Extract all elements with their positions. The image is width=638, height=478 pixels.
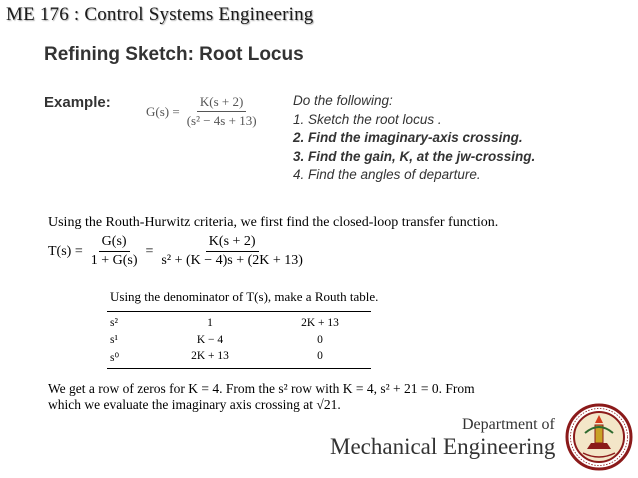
routh-row-label: s² [110,317,118,329]
tf-equals: = [145,243,154,259]
instruction-item: 1. Sketch the root locus . [293,111,442,127]
example-label: Example: [44,94,111,111]
tf-frac1-numerator: G(s) [99,234,130,252]
course-title: ME 176 : Control Systems Engineering [6,4,314,25]
routh-cell: 1 [207,317,213,329]
university-seal-icon [565,403,633,471]
solution-intro: Using the Routh-Hurwitz criteria, we first find the closed-loop transfer function. [48,215,499,230]
instruction-item: 4. Find the angles of departure. [293,167,481,182]
conclusion-line: We get a row of zeros for K = 4. From the s² row with K = 4, s² + 21 = 0. From [48,381,475,396]
tf-frac1-denominator: 1 + G(s) [90,253,138,268]
instruction-item: 2. Find the imaginary-axis crossing. [293,130,523,145]
plant-fraction [184,94,260,129]
routh-caption: Using the denominator of T(s), make a Routh table. [110,289,379,304]
conclusion-line: which we evaluate the imaginary axis crossing at √21. [48,397,341,412]
plant-numerator: K(s + 2) [197,94,246,112]
routh-top-rule [107,311,371,312]
routh-bottom-rule [107,368,371,369]
tf-frac2-numerator: K(s + 2) [206,234,259,252]
routh-row-label: s⁰ [110,352,120,364]
plant-transfer-function [146,94,260,129]
tf-fraction-1 [88,234,141,269]
routh-cell: 2K + 13 [191,350,229,362]
plant-lhs: G(s) = [146,103,180,119]
closed-loop-equation [48,234,306,269]
routh-cell: 0 [317,350,323,362]
plant-denominator: (s² − 4s + 13) [186,113,257,128]
instruction-list [293,92,535,185]
routh-cell: 0 [317,334,323,346]
department-label: Department of [462,416,555,433]
tf-lhs: T(s) = [48,243,83,259]
instruction-intro: Do the following: [293,93,393,108]
slide-title: Refining Sketch: Root Locus [44,44,304,65]
tf-frac2-denominator: s² + (K − 4)s + (2K + 13) [161,253,303,268]
routh-cell: 2K + 13 [301,317,339,329]
solution-conclusion [48,381,475,413]
routh-cell: K − 4 [196,334,224,346]
department-name: Mechanical Engineering [330,434,556,459]
routh-row-label: s¹ [110,334,118,346]
tf-fraction-2 [158,234,306,269]
instruction-item: 3. Find the gain, K, at the jw-crossing. [293,148,536,164]
